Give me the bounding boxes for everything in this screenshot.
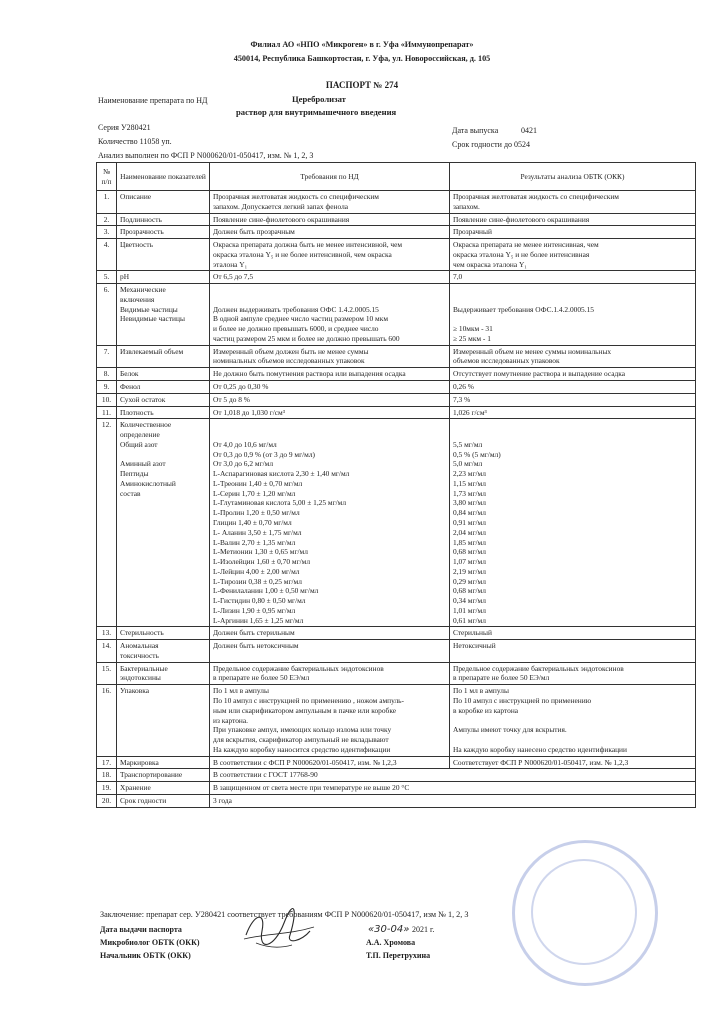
requirement-cell-line: При упаковке ампул, имеющих кольцо излома или точку [213,725,392,735]
requirement-cell-line: По 10 ампул с инструкцией по применению , ножом ампуль- [213,695,404,705]
requirement-cell-line: частиц размером 25 мкм и более не должно превышать 600 [213,333,400,343]
row-number: 1. [97,191,117,214]
header-num: № п/п [97,163,117,191]
row-number: 5. [97,271,117,284]
indicator-cell [117,381,210,394]
indicator-cell-line: определение [120,430,160,440]
passport-number: ПАСПОРТ № 274 [325,80,399,90]
indicator-cell-line: Стерильность [120,628,164,638]
result-cell-line: 3,80 мг/мл [453,498,486,508]
requirement-cell [210,685,450,756]
microbiologist-name: А.А. Хромова [366,938,416,947]
requirement-cell [210,368,450,381]
requirement-cell-line: L-Валин 2,70 ± 1,35 мг/мл [213,537,296,547]
indicator-cell-line: Аминный азот [120,459,166,469]
result-cell-line: 0,61 мг/мл [453,615,486,625]
result-cell [450,368,696,381]
requirement-cell [210,226,450,239]
result-cell-line: Окраска препарата не менее интенсивная, чем [453,240,599,250]
requirement-cell-line: В одной ампуле среднее число частиц размером 10 мкм [213,314,389,324]
requirement-cell-line: В защищенном от света месте при температуре не выше 20 °С [213,783,410,793]
handwritten-date: «30-04» [368,924,410,935]
table-row [97,419,696,627]
requirement-cell-line: и более не должно превышать 6000, и среднее число [213,324,379,334]
requirement-cell-line: На каждую коробку наносится средство идентификации [213,744,391,754]
indicator-cell-line: Белок [120,369,139,379]
requirement-cell-line: Появление сине-фиолетового окрашивания [213,214,350,224]
requirement-cell-line: Должен быть прозрачным [213,227,295,237]
requirement-cell-line: L-Метионин 1,30 ± 0,65 мг/мл [213,547,308,557]
requirement-cell-line: От 1,018 до 1,030 г/см³ [213,407,285,417]
result-cell [450,662,696,685]
result-cell-line: ≥ 10мкм - 31 [453,324,493,334]
indicator-cell-line: Аномальная [120,641,159,651]
conclusion: Заключение: препарат сер. У280421 соответствует требованиям ФСП Р N000620/01-050417, изм № 1, 2, 3 [100,910,469,919]
result-cell-line: Нетоксичный [453,641,496,651]
org-address: 450014, Республика Башкортостан, г. Уфа, ул. Новороссийская, д. 105 [233,54,491,63]
result-cell-line: в коробке из картона [453,705,519,715]
result-cell-line [453,430,692,440]
indicator-cell [117,239,210,271]
row-number: 8. [97,368,117,381]
indicator-cell [117,226,210,239]
indicator-cell-line: эндотоксины [120,673,161,683]
result-cell-line [453,285,692,295]
indicator-cell [117,213,210,226]
table-row [97,794,696,807]
result-cell-line: Отсутствует помутнение раствора и выпадение осадка [453,369,626,379]
indicator-cell [117,191,210,214]
indicator-cell-line: Цветность [120,240,154,250]
date-year: 2021 г. [412,925,435,934]
indicator-cell [117,284,210,346]
requirement-cell-line: L-Изолейцин 1,60 ± 0,70 мг/мл [213,557,311,567]
result-cell-line: Выдерживает требования ОФС.1.4.2.0005.15 [453,304,594,314]
header-requirement: Требования по НД [210,163,450,191]
result-cell-line [453,716,692,726]
requirement-cell-line [213,430,446,440]
table-row [97,627,696,640]
requirement-cell-line: эталона Y₁ [213,259,248,269]
table-row [97,406,696,419]
requirement-cell-line: В соответствии с ФСП Р N000620/01-050417, изм. № 1,2,3 [213,757,397,767]
table-row [97,226,696,239]
indicator-cell-line: Видимые частицы [120,304,178,314]
result-cell [450,640,696,663]
indicator-cell-line: pH [120,272,130,282]
requirement-cell-line: Должен быть стерильным [213,628,295,638]
row-number: 9. [97,381,117,394]
requirement-cell-line: От 3,0 до 6,2 мг/мл [213,459,274,469]
result-cell-line: 0,34 мг/мл [453,596,486,606]
requirement-cell [210,419,450,627]
result-cell [450,284,696,346]
signature [238,905,318,953]
series: Серия У280421 [98,123,151,132]
result-cell [450,213,696,226]
indicator-cell-line: состав [120,488,141,498]
requirement-cell [210,794,696,807]
result-cell-line: Соответствует ФСП Р N000620/01-050417, изм. № 1,2,3 [453,757,629,767]
requirement-cell [210,213,450,226]
result-cell-line [453,295,692,305]
indicator-cell [117,345,210,368]
requirement-cell [210,271,450,284]
result-cell [450,239,696,271]
indicator-cell-line: Фенол [120,382,141,392]
indicator-cell [117,627,210,640]
table-row [97,368,696,381]
indicator-cell-line: Срок годности [120,795,167,805]
indicator-cell-line: Маркировка [120,757,159,767]
indicator-cell [117,662,210,685]
indicator-cell [117,393,210,406]
row-number: 16. [97,685,117,756]
requirement-cell-line: номинальных объемов исследованных упаковок [213,356,365,366]
result-cell-line [453,735,692,745]
requirement-cell-line [213,285,446,295]
row-number: 7. [97,345,117,368]
requirement-cell-line: Окраска препарата должна быть не менее интенсивной, чем [213,240,403,250]
requirement-cell-line: Прозрачная желтоватая жидкость со специфическим [213,192,379,201]
indicator-cell [117,271,210,284]
result-cell-line: Стерильный [453,628,492,638]
table-row [97,271,696,284]
org-name: Филиал АО «НПО «Микроген» в г. Уфа «Иммунопрепарат» [250,40,474,49]
requirement-cell-line: От 5 до 8 % [213,394,250,404]
row-number: 6. [97,284,117,346]
requirement-cell-line: из картона. [213,715,248,725]
result-cell-line: 1,15 мг/мл [453,478,486,488]
result-cell-line: 1,026 г/см³ [453,407,487,417]
result-cell [450,226,696,239]
passport-table [96,162,696,808]
result-cell-line: 0,68 мг/мл [453,547,486,557]
result-cell [450,381,696,394]
table-row [97,662,696,685]
table-row [97,782,696,795]
requirement-cell [210,769,696,782]
result-cell-line: 1,01 мг/мл [453,605,486,615]
result-cell [450,685,696,756]
requirement-cell-line: В соответствии с ГОСТ 17768-90 [213,770,318,780]
result-cell-line: 0,5 % (5 мг/мл) [453,449,501,459]
issue-date-caption: Дата выдачи паспорта [100,925,182,934]
organization-seal [512,840,658,986]
table-row [97,213,696,226]
result-cell-line [453,314,692,324]
indicator-cell-line: Транспортирование [120,770,183,780]
result-cell-line: 2,04 мг/мл [453,527,486,537]
result-cell [450,627,696,640]
requirement-cell [210,381,450,394]
requirement-cell-line: Глицин 1,40 ± 0,70 мг/мл [213,517,292,527]
microbiologist-title: Микробиолог ОБТК (ОКК) [100,938,200,947]
result-cell [450,756,696,769]
result-cell [450,406,696,419]
indicator-cell [117,419,210,627]
indicator-cell [117,406,210,419]
indicator-cell-line: Аминокислотный [120,478,176,488]
indicator-cell-line: Сухой остаток [120,394,166,404]
indicator-cell-line: Извлекаемый объем [120,346,184,356]
indicator-cell-line: Упаковка [120,686,149,696]
requirement-cell-line: L-Пролин 1,20 ± 0,50 мг/мл [213,508,300,518]
table-row [97,191,696,214]
head-name: Т.П. Перетрухина [366,951,431,960]
row-number: 2. [97,213,117,226]
requirement-cell-line: окраска эталона Y₅ и не более интенсивной, чем окраска [213,249,392,259]
issue-date-label: Дата выпуска [452,126,499,135]
indicator-cell-line: включения [120,294,155,304]
quantity: Количество 11058 уп. [98,137,172,146]
result-cell [450,419,696,627]
row-number: 10. [97,393,117,406]
indicator-cell [117,756,210,769]
row-number: 20. [97,794,117,807]
indicator-cell-line: Механические [120,285,166,295]
requirement-cell-line: От 0,3 до 0,9 % (от 3 до 9 мг/мл) [213,449,316,459]
result-cell-line: чем окраска эталона Y₁ [453,259,527,269]
requirement-cell [210,627,450,640]
drug-caption: Наименование препарата по НД [98,96,208,105]
indicator-cell [117,782,210,795]
requirement-cell [210,662,450,685]
requirement-cell-line: L-Глутаминовая кислота 5,00 ± 1,25 мг/мл [213,498,347,508]
result-cell-line: 0,29 мг/мл [453,576,486,586]
result-cell [450,345,696,368]
requirement-cell-line: От 0,25 до 0,30 % [213,382,269,392]
requirement-cell-line [213,295,446,305]
drug-name: Церебролизат [292,94,346,104]
result-cell-line [453,420,692,430]
drug-form: раствор для внутримышечного введения [236,107,397,117]
indicator-cell [117,368,210,381]
row-number: 12. [97,419,117,627]
requirement-cell-line [213,420,446,430]
result-cell-line: 0,68 мг/мл [453,586,486,596]
result-cell-line: 0,91 мг/мл [453,517,486,527]
result-cell-line: 5,5 мг/мл [453,439,483,449]
requirement-cell-line: От 4,0 до 10,6 мг/мл [213,439,277,449]
row-number: 11. [97,406,117,419]
header-indicator: Наименование показателей [117,163,210,191]
result-cell-line: 2,23 мг/мл [453,469,486,479]
requirement-cell-line: L- Аланин 3,50 ± 1,75 мг/мл [213,527,302,537]
row-number: 14. [97,640,117,663]
indicator-cell-line: токсичность [120,650,159,660]
table-row [97,381,696,394]
row-number: 18. [97,769,117,782]
result-cell-line: Прозрачная желтоватая жидкость со специфическим [453,192,619,201]
requirement-cell-line: запахом. Допускается легкий запах фенола [213,201,349,211]
table-row [97,284,696,346]
indicator-cell-line: Бактериальные [120,663,168,673]
result-cell [450,393,696,406]
result-cell-line: 7,0 [453,272,463,282]
header-result: Результаты анализа ОБТК (ОКК) [450,163,696,191]
requirement-cell-line: L-Серин 1,70 ± 1,20 мг/мл [213,488,296,498]
result-cell-line: в препарате не более 50 ЕЭ/мл [453,673,550,683]
indicator-cell [117,640,210,663]
requirement-cell-line: Предельное содержание бактериальных эндотоксинов [213,663,384,673]
requirement-cell-line: Измеренный объем должен быть не менее суммы [213,346,369,356]
result-cell-line: 7,3 % [453,394,471,404]
table-row [97,393,696,406]
result-cell-line: По 10 ампул с инструкцией по применению [453,695,592,705]
requirement-cell-line: Не должно быть помутнения раствора или выпадения осадка [213,369,406,379]
row-number: 4. [97,239,117,271]
issue-date-value: 0421 [521,126,537,135]
requirement-cell-line: Должен быть нетоксичным [213,641,299,651]
requirement-cell-line: L-Треонин 1,40 ± 0,70 мг/мл [213,478,303,488]
indicator-cell-line [120,450,206,460]
table-row [97,239,696,271]
result-cell-line: По 1 мл в ампулы [453,686,509,696]
requirement-cell [210,345,450,368]
indicator-cell-line: Плотность [120,407,154,417]
result-cell-line: 1,07 мг/мл [453,557,486,567]
requirement-cell-line: L-Аспарагиновая кислота 2,30 ± 1,40 мг/мл [213,469,350,479]
requirement-cell [210,191,450,214]
requirement-cell-line: L-Лизин 1,90 ± 0,95 мг/мл [213,605,296,615]
row-number: 3. [97,226,117,239]
expiry-date: Срок годности до 0524 [452,140,531,149]
requirement-cell-line: L-Лейцин 4,00 ± 2,00 мг/мл [213,566,300,576]
result-cell-line: Прозрачный [453,227,492,237]
indicator-cell-line: Общий азот [120,439,158,449]
row-number: 15. [97,662,117,685]
requirement-cell-line: Должен выдерживать требования ОФС 1.4.2.0005.15 [213,304,379,314]
result-cell-line: запахом. [453,201,480,211]
requirement-cell [210,640,450,663]
requirement-cell-line: По 1 мл в ампулы [213,686,269,696]
requirement-cell-line: ным или скарификатором ампульным в пачке или коробке [213,705,397,715]
requirement-cell [210,284,450,346]
result-cell-line: Измеренный объем не менее суммы номинальных [453,346,612,356]
indicator-cell-line: Подлинность [120,214,162,224]
requirement-cell [210,393,450,406]
result-cell-line: окраска эталона Y₅ и не более интенсивная [453,249,590,259]
requirement-cell [210,782,696,795]
indicator-cell [117,794,210,807]
requirement-cell-line: От 6,5 до 7,5 [213,272,254,282]
row-number: 17. [97,756,117,769]
result-cell-line: Появление сине-фиолетового окрашивания [453,214,590,224]
requirement-cell [210,239,450,271]
indicator-cell-line: Количественное [120,420,172,430]
requirement-cell-line: L-Аргинин 1,65 ± 1,25 мг/мл [213,615,304,625]
indicator-cell-line: Описание [120,192,152,201]
table-row [97,345,696,368]
indicator-cell-line: Прозрачность [120,227,164,237]
indicator-cell-line: Пептиды [120,469,149,479]
row-number: 19. [97,782,117,795]
requirement-cell [210,406,450,419]
requirement-cell-line: для вскрытия, скарификатор ампульный не вкладывают [213,735,389,745]
table-row [97,685,696,756]
result-cell [450,271,696,284]
indicator-cell [117,769,210,782]
requirement-cell-line: 3 года [213,795,232,805]
requirement-cell-line: в препарате не более 50 ЕЭ/мл [213,673,310,683]
result-cell-line: 2,19 мг/мл [453,566,486,576]
result-cell-line: 1,85 мг/мл [453,537,486,547]
requirement-cell [210,756,450,769]
indicator-cell [117,685,210,756]
requirement-cell-line: L-Фенилаланин 1,00 ± 0,50 мг/мл [213,586,319,596]
requirement-cell-line: L-Гистидин 0,80 ± 0,50 мг/мл [213,596,306,606]
row-number: 13. [97,627,117,640]
result-cell-line: ≥ 25 мкм - 1 [453,333,491,343]
table-row [97,640,696,663]
table-row [97,769,696,782]
indicator-cell-line: Невидимые частицы [120,314,185,324]
result-cell-line: 0,26 % [453,382,474,392]
result-cell [450,191,696,214]
result-cell-line: 0,84 мг/мл [453,508,486,518]
result-cell-line: объемов исследованных упаковок [453,356,560,366]
result-cell-line: Ампулы имеют точку для вскрытия. [453,725,567,735]
indicator-cell-line: Хранение [120,783,151,793]
table-row [97,756,696,769]
analysis-basis: Анализ выполнен по ФСП Р N000620/01-050417, изм. № 1, 2, 3 [98,151,314,160]
result-cell-line: На каждую коробку нанесено средство идентификации [453,744,627,754]
head-title: Начальник ОБТК (ОКК) [100,951,191,960]
result-cell-line: 1,73 мг/мл [453,488,486,498]
result-cell-line: Предельное содержание бактериальных эндотоксинов [453,663,624,673]
result-cell-line: 5,0 мг/мл [453,459,483,469]
requirement-cell-line: L-Тирозин 0,38 ± 0,25 мг/мл [213,576,302,586]
table-header-row [97,163,696,191]
